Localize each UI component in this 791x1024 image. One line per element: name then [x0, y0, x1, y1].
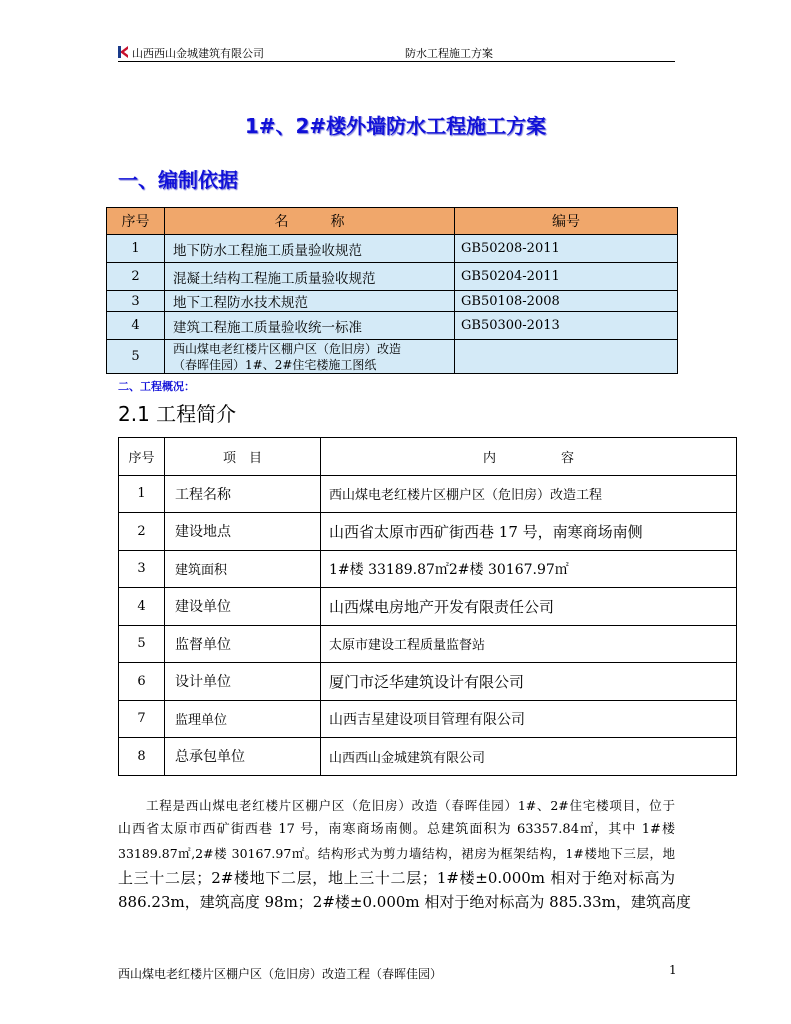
- row-content: 太原市建设工程质量监督站: [321, 625, 737, 663]
- row-no: 6: [119, 663, 165, 701]
- row-code: GB50300-2013: [455, 312, 678, 340]
- row-no: 2: [119, 513, 165, 551]
- section1-heading: 一、编制依据: [118, 168, 238, 192]
- row-no: 4: [107, 312, 165, 340]
- row-code: GB50204-2011: [455, 263, 678, 291]
- row-name: 混凝土结构工程施工质量验收规范: [165, 263, 455, 291]
- row-no: 1: [119, 475, 165, 513]
- row-name-line1: 西山煤电老红楼片区棚户区（危旧房）改造: [173, 341, 402, 356]
- row-content: 厦门市泛华建筑设计有限公司: [321, 663, 737, 701]
- header-doc-title: 防水工程施工方案: [405, 47, 493, 60]
- table-row: [119, 588, 737, 626]
- table-row: [119, 700, 737, 738]
- table-row: [107, 291, 678, 312]
- paragraph-line: 886.23m，建筑高度 98m；2#楼±0.000m 相对于绝对标高为 885.33m，建筑高度: [118, 893, 691, 911]
- col-header-item: 项 目: [165, 438, 321, 476]
- row-no: 3: [107, 291, 165, 312]
- row-name: 地下工程防水技术规范: [165, 291, 455, 312]
- paragraph-line: 上三十二层；2#楼地下二层，地上三十二层；1#楼±0.000m 相对于绝对标高为: [118, 869, 675, 887]
- paragraph-line: 山西省太原市西矿街西巷 17 号，南寒商场南侧。总建筑面积为 63357.84㎡，其中 1#楼: [118, 822, 675, 837]
- project-info-table: [118, 437, 737, 776]
- row-no: 1: [107, 235, 165, 263]
- row-content: 山西吉星建设项目管理有限公司: [321, 700, 737, 738]
- paragraph-line: 工程是西山煤电老红楼片区棚户区（危旧房）改造（春晖佳园）1#、2#住宅楼项目，位于: [146, 798, 675, 813]
- row-name: 建筑工程施工质量验收统一标准: [165, 312, 455, 340]
- standards-table: [106, 207, 678, 374]
- row-no: 2: [107, 263, 165, 291]
- row-item: 建筑面积: [165, 550, 321, 588]
- row-item: 工程名称: [165, 475, 321, 513]
- row-no: 5: [107, 340, 165, 374]
- row-item: 监理单位: [165, 700, 321, 738]
- row-name: 地下防水工程施工质量验收规范: [165, 235, 455, 263]
- table-row: [119, 625, 737, 663]
- row-code: GB50108-2008: [455, 291, 678, 312]
- table-row: [119, 663, 737, 701]
- row-item: 建设单位: [165, 588, 321, 626]
- row-item: 建设地点: [165, 513, 321, 551]
- row-item: 监督单位: [165, 625, 321, 663]
- row-no: 7: [119, 700, 165, 738]
- row-no: 3: [119, 550, 165, 588]
- col-header-name: 名 称: [165, 208, 455, 235]
- col-header-content: 内 容: [321, 438, 737, 476]
- row-item: 总承包单位: [165, 738, 321, 776]
- row-code: GB50208-2011: [455, 235, 678, 263]
- table-header-row: [107, 208, 678, 235]
- table-row: [119, 513, 737, 551]
- row-name: [165, 340, 455, 374]
- col-header-code: 编号: [455, 208, 678, 235]
- row-no: 4: [119, 588, 165, 626]
- row-no: 8: [119, 738, 165, 776]
- table-header-row: [119, 438, 737, 476]
- section21-heading: 2.1 工程简介: [118, 402, 237, 426]
- header-divider: [118, 61, 675, 62]
- row-content: 山西省太原市西矿街西巷 17 号，南寒商场南侧: [321, 513, 737, 551]
- table-row: [119, 738, 737, 776]
- paragraph-line: 33189.87㎡,2#楼 30167.97㎡。结构形式为剪力墙结构，裙房为框架结构，1#楼地下三层，地: [118, 846, 675, 861]
- col-header-no: 序号: [107, 208, 165, 235]
- company-logo-icon: [118, 45, 130, 59]
- row-content: 西山煤电老红楼片区棚户区（危旧房）改造工程: [321, 475, 737, 513]
- page-number: 1: [669, 963, 677, 977]
- table-row: [119, 550, 737, 588]
- row-content: 山西煤电房地产开发有限责任公司: [321, 588, 737, 626]
- row-name-line2: （春晖佳园）1#、2#住宅楼施工图纸: [173, 357, 377, 372]
- row-content: 1#楼 33189.87㎡2#楼 30167.97㎡: [321, 550, 737, 588]
- project-description: [118, 794, 691, 914]
- section2-heading: 二、工程概况：: [118, 380, 195, 393]
- row-no: 5: [119, 625, 165, 663]
- footer-text: 西山煤电老红楼片区棚户区（危旧房）改造工程（春晖佳园）: [118, 967, 443, 981]
- col-header-no: 序号: [119, 438, 165, 476]
- page-title: 1#、2#楼外墙防水工程施工方案: [244, 114, 547, 138]
- row-item: 设计单位: [165, 663, 321, 701]
- table-row: [107, 312, 678, 340]
- row-code: [455, 340, 678, 374]
- table-row: [119, 475, 737, 513]
- table-row: [107, 235, 678, 263]
- table-row: [107, 340, 678, 374]
- table-row: [107, 263, 678, 291]
- header-company: 山西西山金城建筑有限公司: [132, 47, 264, 60]
- row-content: 山西西山金城建筑有限公司: [321, 738, 737, 776]
